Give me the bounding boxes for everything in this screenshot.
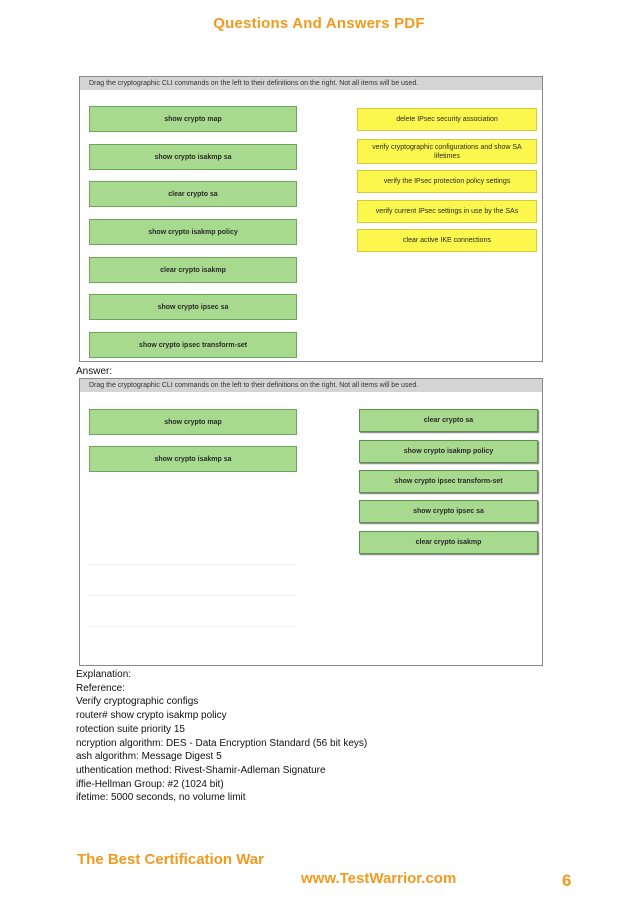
definition-clear-ike-connections[interactable]: clear active IKE connections <box>357 229 537 252</box>
empty-slot-line <box>89 626 297 627</box>
page-header-title: Questions And Answers PDF <box>213 15 425 32</box>
answer-panel <box>79 378 543 666</box>
answer-right-show-crypto-isakmp-policy[interactable]: show crypto isakmp policy <box>359 440 538 463</box>
footer-tagline: The Best Certification War <box>77 851 264 868</box>
explanation-line: ifetime: 5000 seconds, no volume limit <box>76 792 246 804</box>
explanation-line: router# show crypto isakmp policy <box>76 710 227 722</box>
definition-verify-ipsec-policy[interactable]: verify the IPsec protection policy settings <box>357 170 537 193</box>
explanation-line: rotection suite priority 15 <box>76 723 185 735</box>
answer-right-show-crypto-ipsec-transform-set[interactable]: show crypto ipsec transform-set <box>359 470 538 493</box>
explanation-line: uthentication method: Rivest-Shamir-Adleman Signature <box>76 764 326 776</box>
explanation-line: Verify cryptographic configs <box>76 696 199 708</box>
definition-delete-ipsec-sa[interactable]: delete IPsec security association <box>357 108 537 131</box>
empty-slot-line <box>89 564 297 565</box>
answer-left-show-crypto-isakmp-sa[interactable]: show crypto isakmp sa <box>89 446 297 472</box>
command-show-crypto-map[interactable]: show crypto map <box>89 106 297 132</box>
explanation-line: ncryption algorithm: DES - Data Encryption Standard (56 bit keys) <box>76 737 368 749</box>
answer-label: Answer: <box>76 366 113 377</box>
explanation-line: iffie-Hellman Group: #2 (1024 bit) <box>76 778 224 790</box>
answer-instruction: Drag the cryptographic CLI commands on the left to their definitions on the right. Not all items will be used. <box>80 379 542 392</box>
page-number: 6 <box>562 871 572 890</box>
command-clear-crypto-sa[interactable]: clear crypto sa <box>89 181 297 207</box>
answer-left-show-crypto-map[interactable]: show crypto map <box>89 409 297 435</box>
command-show-crypto-ipsec-transform-set[interactable]: show crypto ipsec transform-set <box>89 332 297 358</box>
answer-right-clear-crypto-sa[interactable]: clear crypto sa <box>359 409 538 432</box>
empty-slot-line <box>89 595 297 596</box>
explanation-line: ash algorithm: Message Digest 5 <box>76 751 222 763</box>
command-show-crypto-isakmp-sa[interactable]: show crypto isakmp sa <box>89 144 297 170</box>
question-instruction: Drag the cryptographic CLI commands on the left to their definitions on the right. Not all items will be used. <box>80 77 542 90</box>
definition-verify-ipsec-settings[interactable]: verify current IPsec settings in use by the SAs <box>357 200 537 223</box>
explanation-line: Reference: <box>76 682 125 694</box>
question-panel <box>79 76 543 362</box>
command-clear-crypto-isakmp[interactable]: clear crypto isakmp <box>89 257 297 283</box>
answer-right-show-crypto-ipsec-sa[interactable]: show crypto ipsec sa <box>359 500 538 523</box>
command-show-crypto-ipsec-sa[interactable]: show crypto ipsec sa <box>89 294 297 320</box>
answer-right-clear-crypto-isakmp[interactable]: clear crypto isakmp <box>359 531 538 554</box>
explanation-block <box>76 668 367 805</box>
definition-verify-crypto-configs[interactable]: verify cryptographic configurations and show SA lifetimes <box>357 139 537 164</box>
command-show-crypto-isakmp-policy[interactable]: show crypto isakmp policy <box>89 219 297 245</box>
explanation-line: Explanation: <box>76 669 132 680</box>
footer-url[interactable]: www.TestWarrior.com <box>301 870 457 887</box>
